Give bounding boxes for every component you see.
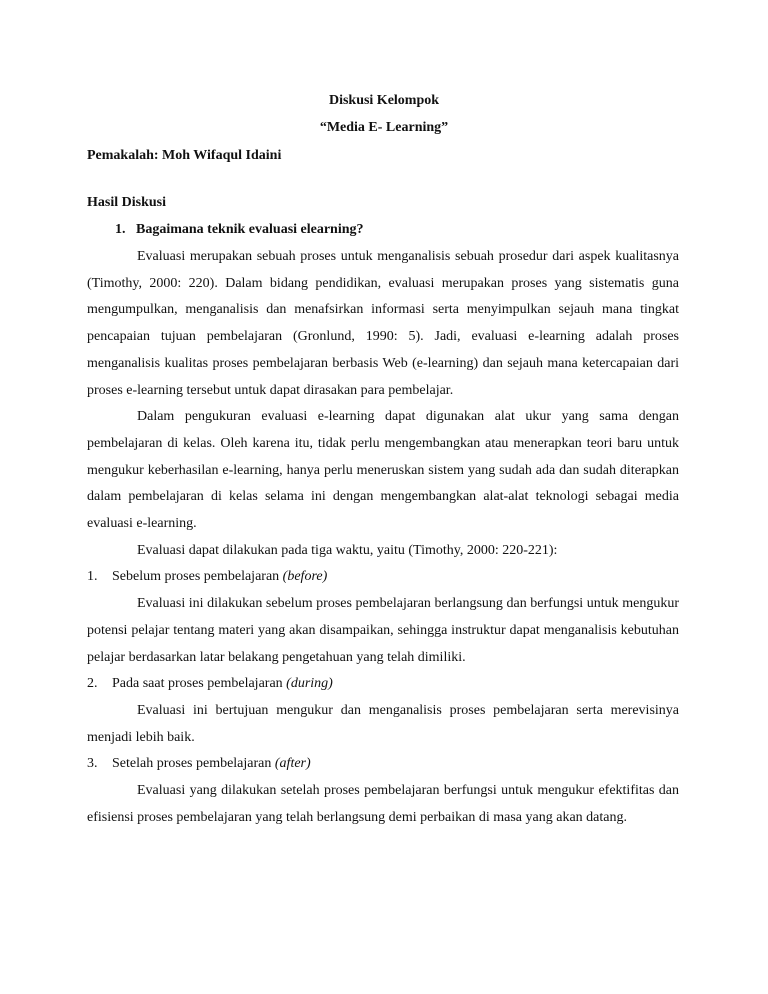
list-number: 3.: [87, 756, 98, 772]
section-heading: Hasil Diskusi: [87, 195, 166, 210]
question-number: 1.: [115, 222, 126, 237]
stage-term: (during): [286, 676, 333, 692]
document-title: Diskusi Kelompok: [328, 93, 440, 108]
stage-term: (after): [274, 756, 311, 772]
document-subtitle: “Media E- Learning”: [319, 120, 449, 135]
list-number: 2.: [87, 676, 98, 692]
question-heading: [115, 222, 364, 238]
list-item: [87, 751, 679, 778]
stage-label: Pada saat proses pembelajaran: [112, 676, 283, 692]
paragraph-measurement: Dalam pengukuran evaluasi e-learning dapat digunakan alat ukur yang sama dengan pembelajaran di kelas. Oleh karena itu, tidak perlu mengembangkan atau menerapkan teori baru untuk mengukur keberhasilan e-learning, hanya perlu meneruskan sistem yang sudah ada dan sudah diterapkan dalam pembelajaran di kelas selama ini dengan mengembangkan alat-alat teknologi sebagai media evaluasi e-learning.: [87, 409, 679, 532]
list-item: [87, 671, 679, 698]
stage-label: Sebelum proses pembelajaran: [112, 569, 280, 585]
list-number: 1.: [87, 569, 98, 585]
paragraph-timing: Evaluasi dapat dilakukan pada tiga waktu, yaitu (Timothy, 2000: 220-221):: [137, 542, 558, 558]
stage-description: Evaluasi yang dilakukan setelah proses pembelajaran berfungsi untuk mengukur efektifitas dan efisiensi proses pembelajaran yang telah berlangsung demi perbaikan di masa yang akan datang.: [87, 783, 679, 825]
question-text: Bagaimana teknik evaluasi elearning?: [136, 222, 364, 237]
stage-label: Setelah proses pembelajaran: [112, 756, 272, 772]
presenter-line: Pemakalah: Moh Wifaqul Idaini: [87, 148, 282, 163]
paragraph-definition: Evaluasi merupakan sebuah proses untuk menganalisis sebuah prosedur dari aspek kualitasnya (Timothy, 2000: 220). Dalam bidang pendidikan, evaluasi merupakan proses yang sistematis guna mengumpulkan, menganalisis dan menafsirkan informasi serta menyimpulkan sejauh mana tingkat pencapaian tujuan pembelajaran (Gronlund, 1990: 5). Jadi, evaluasi e-learning adalah proses menganalisis kualitas proses pembelajaran berbasis Web (e-learning) dan sejauh mana ketercapaian dari proses e-learning tersebut untuk dapat dirasakan para pembelajar.: [87, 249, 679, 398]
stage-description: Evaluasi ini bertujuan mengukur dan menganalisis proses pembelajaran serta merevisinya menjadi lebih baik.: [87, 702, 679, 745]
stage-description: Evaluasi ini dilakukan sebelum proses pembelajaran berlangsung dan berfungsi untuk mengukur potensi pelajar tentang materi yang akan disampaikan, sehingga instruktur dapat menganalisis kebutuhan pelajar berdasarkan latar belakang pengetahuan yang telah dimiliki.: [87, 596, 679, 665]
list-item: [87, 564, 679, 591]
stage-term: (before): [282, 569, 328, 585]
document-body: [87, 244, 679, 831]
